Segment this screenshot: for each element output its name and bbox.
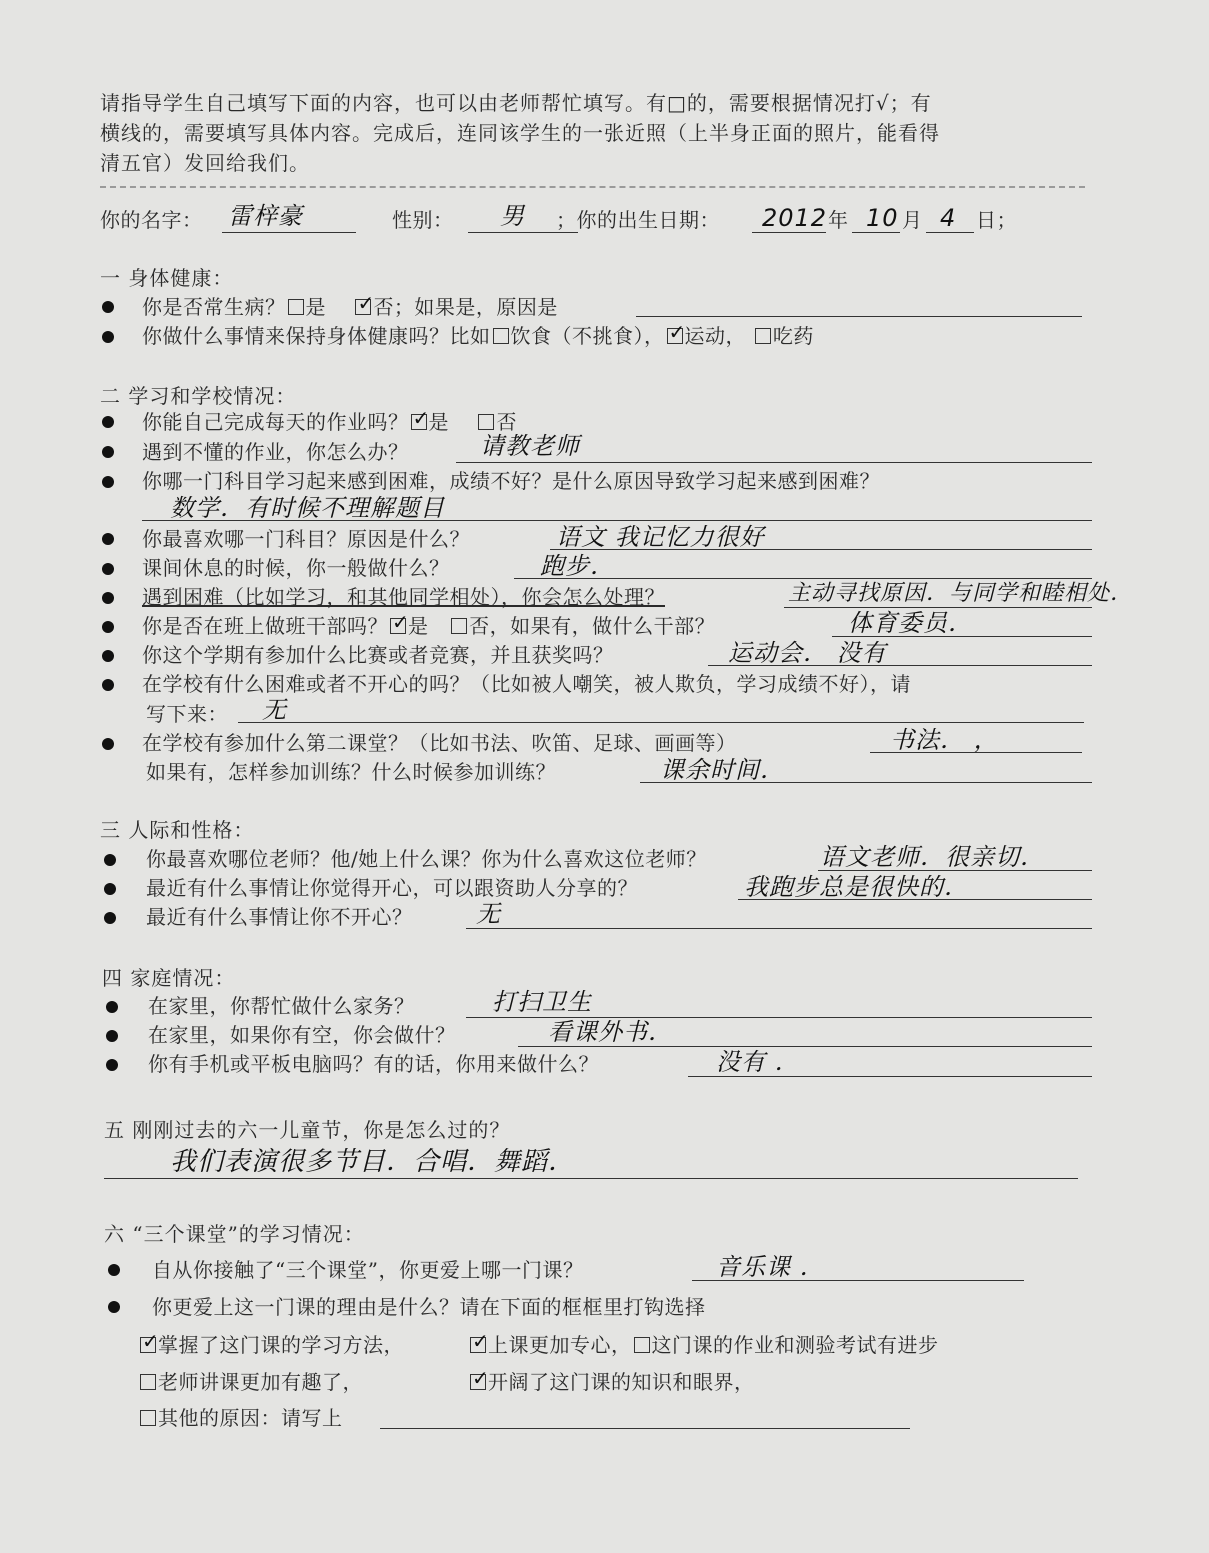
s2-a10-line (870, 752, 1082, 753)
name-line (222, 232, 356, 233)
s6-opt1: ✓掌握了这门课的学习方法， (138, 1333, 404, 1357)
s3-q2: 最近有什么事情让你觉得开心，可以跟资助人分享的？ (146, 876, 638, 900)
s2-a8-line (708, 665, 1092, 666)
bullet (104, 854, 116, 866)
checkbox-no-checked[interactable] (355, 299, 371, 315)
s3-q3: 最近有什么事情让你不开心？ (146, 905, 413, 929)
s6-opt6: 其他的原因：请写上 (138, 1406, 343, 1430)
day-line (926, 232, 974, 233)
s6-opt2: ✓ 上课更加专心， 这门课的作业和测验考试有进步 (468, 1333, 939, 1357)
s1-q1-line (636, 316, 1082, 317)
checkbox-horizon-checked[interactable] (470, 1374, 486, 1390)
birth-label: ；你的出生日期： (556, 208, 720, 232)
s1-q1: 你是否常生病？ 是 ✓ 否；如果是，原因是 (142, 295, 558, 319)
checkbox-no[interactable] (478, 414, 494, 430)
bullet (102, 650, 114, 662)
s6-opt4: 老师讲课更加有趣了， (138, 1370, 363, 1394)
s3-q1: 你最喜欢哪位老师？他/她上什么课？你为什么喜欢这位老师？ (146, 847, 707, 871)
s4-q1: 在家里，你帮忙做什么家务？ (148, 994, 415, 1018)
bullet (104, 883, 116, 895)
s3-a1[interactable]: 语文老师．很亲切． (820, 843, 1045, 871)
birth-month[interactable]: 10 (866, 204, 899, 232)
section-2-title: 二 学习和学校情况： (100, 384, 297, 408)
s2-q3: 你哪一门科目学习起来感到困难，成绩不好？是什么原因导致学习起来感到困难？ (142, 469, 880, 493)
checkbox-yes-checked[interactable] (411, 414, 427, 430)
section-5-title: 五 刚刚过去的六一儿童节，你是怎么过的？ (104, 1118, 511, 1142)
bullet (102, 592, 114, 604)
bullet (102, 621, 114, 633)
s4-a2[interactable]: 看课外书． (548, 1018, 673, 1046)
s2-a6[interactable]: 主动寻找原因．与同学和睦相处． (788, 581, 1134, 606)
s3-a2[interactable]: 我跑步总是很快的． (744, 873, 969, 901)
bullet (108, 1264, 120, 1276)
section-3-title: 三 人际和性格： (100, 818, 255, 842)
s2-q6: 遇到困难（比如学习，和其他同学相处），你会怎么处理？ (142, 585, 665, 609)
s2-a7[interactable]: 体育委员． (848, 609, 973, 637)
month-label: 月 (902, 208, 923, 232)
intro-line-2: 横线的，需要填写具体内容。完成后，连同该学生的一张近照（上半身正面的照片，能看得 (100, 121, 940, 145)
s2-q1: 你能自己完成每天的作业吗？✓ 是 否 (142, 410, 517, 434)
bullet (102, 331, 114, 343)
gender-value[interactable]: 男 (500, 202, 525, 230)
s6-a1-line (692, 1280, 1024, 1281)
s2-a3-line (142, 520, 1092, 521)
section-1-title: 一 身体健康： (100, 266, 234, 290)
day-label: 日； (976, 208, 1017, 232)
s5-a1-line (104, 1178, 1078, 1179)
divider (100, 186, 1085, 188)
checkbox-medicine[interactable] (755, 328, 771, 344)
s4-a3[interactable]: 没有 ． (716, 1048, 800, 1076)
checkbox-interesting[interactable] (140, 1374, 156, 1390)
birth-year[interactable]: 2012 (762, 204, 828, 232)
s2-a3[interactable]: 数学．有时候不理解题目 (170, 494, 445, 522)
gender-label: 性别： (392, 208, 454, 232)
s2-q7: 你是否在班上做班干部吗？✓ 是 否，如果有，做什么干部？ (142, 614, 715, 638)
bullet (106, 1030, 118, 1042)
bullet (108, 1301, 120, 1313)
s4-q2: 在家里，如果你有空，你会做什？ (148, 1023, 456, 1047)
s2-q8: 你这个学期有参加什么比赛或者竞赛，并且获奖吗？ (142, 643, 614, 667)
s2-a7-line (832, 636, 1092, 637)
bullet (104, 912, 116, 924)
s4-a1[interactable]: 打扫卫生 (492, 988, 592, 1016)
s2-a10[interactable]: 书法． ， (890, 726, 999, 754)
s2-a8[interactable]: 运动会． 没有 (728, 639, 887, 667)
s3-a1-line (818, 870, 1092, 871)
checkbox-focus-checked[interactable] (470, 1337, 486, 1353)
bullet (102, 738, 114, 750)
year-line (752, 232, 826, 233)
bullet (102, 533, 114, 545)
s2-q10: 在学校有参加什么第二课堂？（比如书法、吹笛、足球、画画等） (142, 731, 737, 755)
s2-a2[interactable]: 请教老师 (480, 432, 580, 460)
s3-a3[interactable]: 无 (476, 900, 501, 928)
bullet (106, 1059, 118, 1071)
checkbox-method-checked[interactable] (140, 1337, 156, 1353)
s2-a4[interactable]: 语文 我记忆力很好 (556, 523, 765, 551)
s5-a1[interactable]: 我们表演很多节目．合唱．舞蹈． (170, 1147, 576, 1177)
checkbox-yes-checked[interactable] (390, 618, 406, 634)
s4-q3: 你有手机或平板电脑吗？有的话，你用来做什么？ (148, 1052, 599, 1076)
birth-day[interactable]: 4 (940, 204, 957, 232)
section-6-title: 六 “三个课堂”的学习情况： (104, 1222, 365, 1246)
s4-a2-line (518, 1046, 1092, 1047)
s2-a4-line (550, 549, 1092, 550)
s6-opt5: ✓ 开阔了这门课的知识和眼界， (468, 1370, 755, 1394)
section-4-title: 四 家庭情况： (102, 966, 236, 990)
s6-a1[interactable]: 音乐课 ． (716, 1253, 825, 1281)
name-value[interactable]: 雷梓豪 (228, 202, 303, 230)
bullet (102, 476, 114, 488)
intro-line-1: 请指导学生自己填写下面的内容，也可以由老师帮忙填写。有□的，需要根据情况打√；有 (100, 91, 932, 115)
s3-a2-line (738, 899, 1092, 900)
s2-a5[interactable]: 跑步． (540, 552, 615, 580)
checkbox-diet[interactable] (493, 328, 509, 344)
s2-a5-line (514, 578, 1092, 579)
bullet (106, 1001, 118, 1013)
s6-other-line (380, 1428, 910, 1429)
name-label: 你的名字： (100, 208, 203, 232)
s2-q5: 课间休息的时候，你一般做什么？ (142, 556, 450, 580)
month-line (852, 232, 900, 233)
gender-line (468, 232, 578, 233)
bullet (102, 301, 114, 313)
s2-a10b-line (640, 782, 1092, 783)
s2-a9[interactable]: 无 (262, 696, 287, 724)
s2-a2-line (456, 462, 1092, 463)
bullet (102, 679, 114, 691)
checkbox-other[interactable] (140, 1410, 156, 1426)
s2-a9-line (238, 722, 1084, 723)
bullet (102, 416, 114, 428)
s1-q2: 你做什么事情来保持身体健康吗？比如 饮食（不挑食），✓ 运动， 吃药 (142, 324, 814, 348)
s3-a3-line (466, 928, 1092, 929)
checkbox-progress[interactable] (634, 1337, 650, 1353)
s2-q4: 你最喜欢哪一门科目？原因是什么？ (142, 527, 470, 551)
s4-a3-line (688, 1076, 1092, 1077)
checkbox-no[interactable] (451, 618, 467, 634)
bullet (102, 446, 114, 458)
intro-line-3: 清五官）发回给我们。 (100, 151, 310, 175)
checkbox-sport-checked[interactable] (667, 328, 683, 344)
checkbox-yes[interactable] (288, 299, 304, 315)
bullet (102, 563, 114, 575)
s2-q10b: 如果有，怎样参加训练？什么时候参加训练？ (146, 760, 556, 784)
s2-a10b[interactable]: 课余时间． (660, 756, 785, 784)
s2-a6-line (784, 607, 1092, 608)
year-label: 年 (828, 208, 849, 232)
s2-q9: 在学校有什么困难或者不开心的吗？（比如被人嘲笑，被人欺负，学习成绩不好），请 (142, 672, 911, 696)
s6-q1: 自从你接触了“三个课堂”，你更爱上哪一门课？ (152, 1258, 584, 1282)
s2-q9b: 写下来： (146, 702, 228, 726)
s6-q2: 你更爱上这一门课的理由是什么？请在下面的框框里打钩选择 (152, 1295, 706, 1319)
s2-q2: 遇到不懂的作业，你怎么办？ (142, 440, 409, 464)
